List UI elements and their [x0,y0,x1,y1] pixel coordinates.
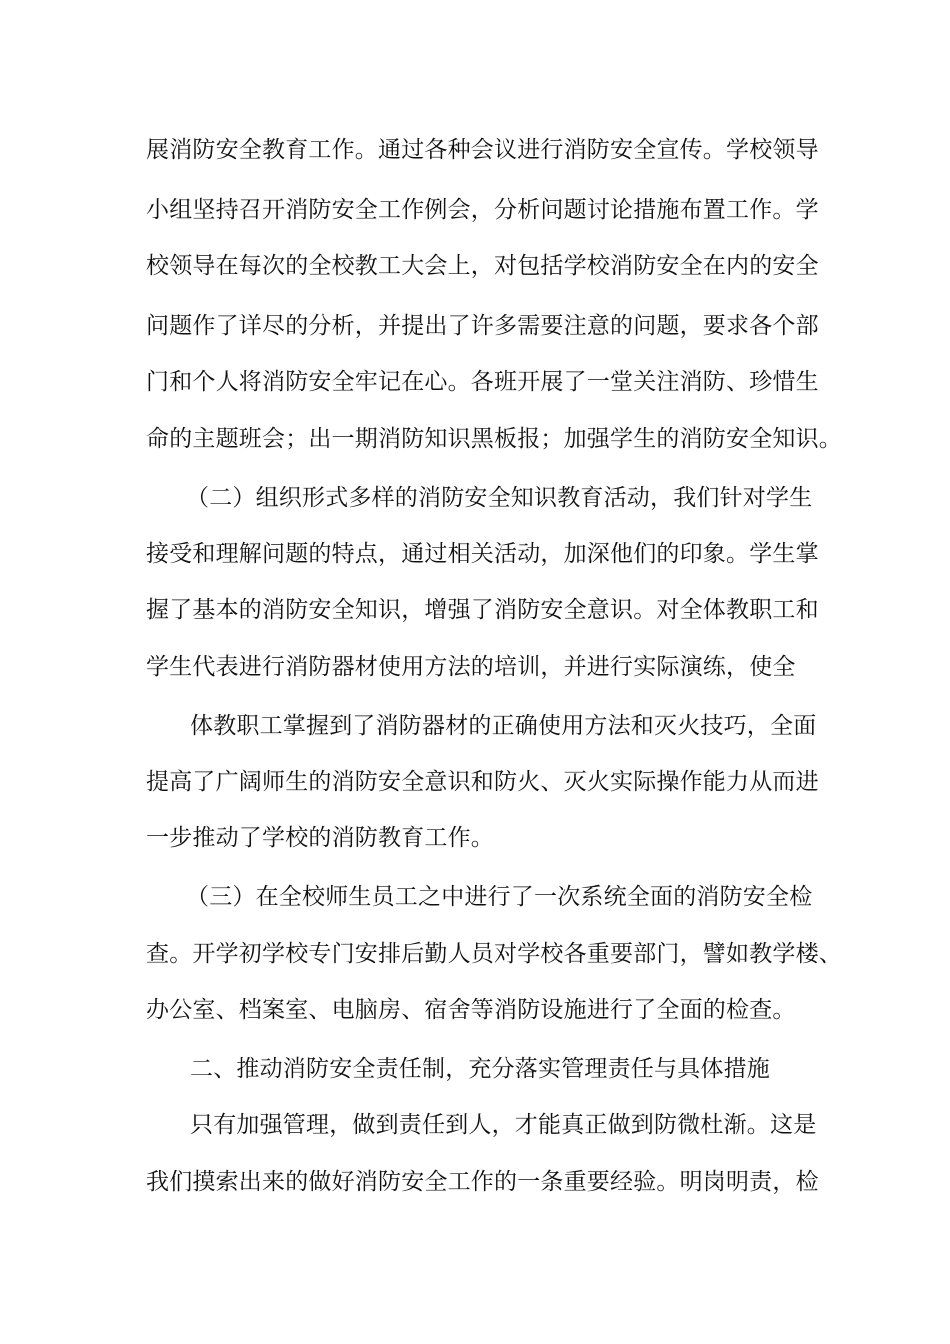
text-line: 只有加强管理，做到责任到人，才能真正做到防微杜渐。这是 [190,1112,817,1138]
text-line: （三）在全校师生员工之中进行了一次系统全面的消防安全检 [186,884,813,910]
text-line: 校领导在每次的全校教工大会上，对包括学校消防安全在内的安全 [146,253,819,279]
text-line: 命的主题班会；出一期消防知识黑板报；加强学生的消防安全知识。 [146,426,842,452]
text-line: 接受和理解问题的特点，通过相关活动，加深他们的印象。学生掌 [146,541,819,567]
text-line: （二）组织形式多样的消防安全知识教育活动，我们针对学生 [186,485,813,511]
text-line: 展消防安全教育工作。通过各种会议进行消防安全宣传。学校领导 [146,137,819,163]
text-line: 小组坚持召开消防安全工作例会，分析问题讨论措施布置工作。学 [146,197,819,223]
text-line: 二、推动消防安全责任制，充分落实管理责任与具体措施 [190,1056,770,1082]
text-line: 办公室、档案室、电脑房、宿舍等消防设施进行了全面的检查。 [146,997,796,1023]
text-line: 一步推动了学校的消防教育工作。 [146,825,494,851]
text-line: 提高了广阔师生的消防安全意识和防火、灭火实际操作能力从而进 [146,769,819,795]
text-line: 门和个人将消防安全牢记在心。各班开展了一堂关注消防、珍惜生 [146,369,819,395]
text-line: 我们摸索出来的做好消防安全工作的一条重要经验。明岗明责，检 [146,1169,819,1195]
text-line: 学生代表进行消防器材使用方法的培训，并进行实际演练，使全 [146,654,796,680]
text-line: 问题作了详尽的分析，并提出了许多需要注意的问题，要求各个部 [146,313,819,339]
text-line: 体教职工掌握到了消防器材的正确使用方法和灭火技巧，全面 [190,713,817,739]
text-line: 握了基本的消防安全知识，增强了消防安全意识。对全体教职工和 [146,597,819,623]
text-line: 查。开学初学校专门安排后勤人员对学校各重要部门，譬如教学楼、 [146,941,842,967]
